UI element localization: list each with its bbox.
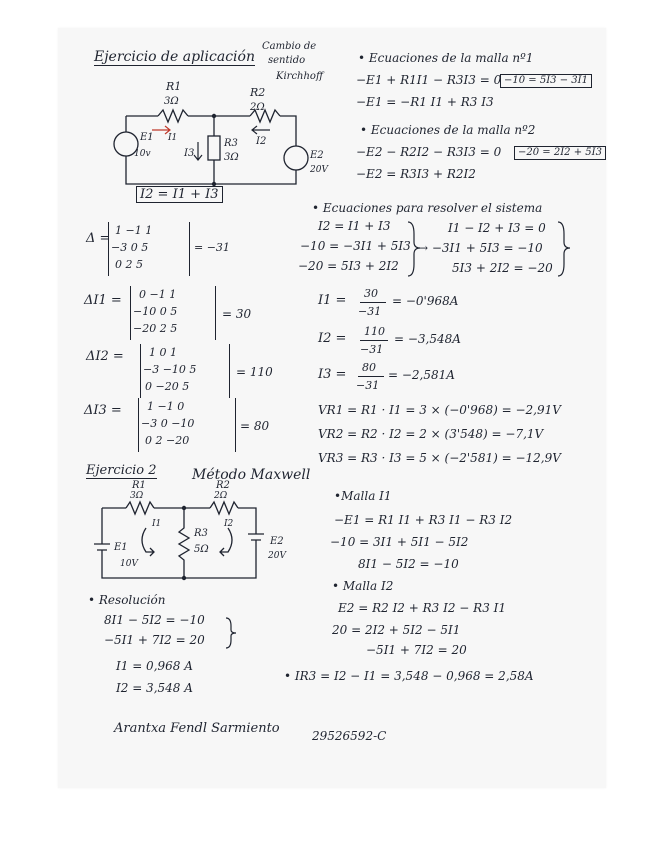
- malla2-heading: • Ecuaciones de la malla nº2: [360, 123, 536, 137]
- r1-label: R1: [166, 80, 182, 93]
- current-i1-label: I1 =: [318, 293, 347, 308]
- det-i3-row-2: −3 0 −10: [141, 417, 195, 430]
- sistema-right-3: 5I3 + 2I2 = −20: [452, 261, 553, 275]
- det-i3-row-1: 1 −1 0: [147, 400, 185, 413]
- ex2-r1-label: R1: [132, 480, 146, 491]
- resolucion-line-2: −5I1 + 7I2 = 20: [104, 633, 205, 647]
- r3-label: R3: [224, 138, 238, 149]
- ex2-i1-label: I1: [152, 519, 162, 529]
- resolucion-i1: I1 = 0,968 A: [116, 659, 193, 673]
- voltage-vr2: VR2 = R2 · I2 = 2 × (3'548) = −7,1V: [318, 427, 544, 441]
- ex2-r3-value: 5Ω: [194, 544, 209, 555]
- sistema-braces: [408, 218, 568, 280]
- ex2-r3-label: R3: [194, 528, 208, 539]
- sistema-right-2: → −3I1 + 5I3 = −10: [418, 241, 543, 255]
- current-i1-den: −31: [358, 305, 382, 318]
- ex2-e1-label: E1: [114, 542, 128, 553]
- i2-label: I2: [256, 136, 267, 147]
- det-i3-result: = 80: [240, 419, 270, 433]
- current-i1-result: = −0'968A: [392, 294, 459, 308]
- det-i2-result: = 110: [236, 365, 273, 379]
- det-i1-row-2: −10 0 5: [133, 305, 178, 318]
- mallaI2-line-2: 20 = 2I2 + 5I2 − 5I1: [332, 623, 461, 637]
- current-i3-num: 80: [362, 361, 376, 374]
- mallaI1-line-1: −E1 = R1 I1 + R3 I1 − R3 I2: [334, 513, 513, 527]
- det-i2-row-1: 1 0 1: [149, 346, 177, 359]
- resolucion-brace: [226, 616, 238, 650]
- e1-label: E1: [140, 132, 154, 143]
- det-i2-row-3: 0 −20 5: [145, 380, 190, 393]
- malla1-eq1: −E1 + R1I1 − R3I3 = 0: [356, 73, 502, 87]
- i1-label: I1: [168, 133, 178, 143]
- malla2-eq2: −E2 = R3I3 + R2I2: [356, 167, 476, 181]
- ex2-e2-value: 20V: [268, 551, 286, 561]
- resolucion-heading: • Resolución: [88, 593, 166, 607]
- det-delta-label: Δ =: [86, 231, 111, 246]
- e2-label: E2: [310, 150, 324, 161]
- det-delta-row-1: 1 −1 1: [115, 224, 153, 237]
- malla1-boxed: −10 = 5I3 − 3I1: [500, 74, 592, 88]
- current-i3-result: = −2,581A: [388, 368, 455, 382]
- ex2-i2-label: I2: [224, 519, 234, 529]
- r1-value: 3Ω: [164, 96, 179, 107]
- note-line-3: Kirchhoff: [276, 71, 324, 82]
- sistema-left-2: −10 = −3I1 + 5I3: [300, 239, 411, 253]
- sistema-right-1: I1 − I2 + I3 = 0: [448, 221, 546, 235]
- ex2-e1-value: 10V: [120, 559, 138, 569]
- voltage-vr1: VR1 = R1 · I1 = 3 × (−0'968) = −2,91V: [318, 403, 561, 417]
- exercise2-title: Ejercicio 2: [86, 463, 157, 478]
- det-i3-matrix: [138, 398, 236, 452]
- r2-value: 2Ω: [250, 102, 265, 113]
- det-i2-label: ΔI2 =: [86, 349, 124, 364]
- i3-label: I3: [184, 148, 195, 159]
- r3-value: 3Ω: [224, 152, 239, 163]
- note-line-2: sentido: [268, 55, 306, 66]
- exercise-title: Ejercicio de aplicación: [94, 49, 255, 65]
- det-i1-label: ΔI1 =: [84, 293, 122, 308]
- current-i3-label: I3 =: [318, 367, 347, 382]
- det-i1-row-1: 0 −1 1: [139, 288, 177, 301]
- det-delta-result: = −31: [194, 241, 230, 254]
- malla1-eq2: −E1 = −R1 I1 + R3 I3: [356, 95, 494, 109]
- ex2-e2-label: E2: [270, 536, 284, 547]
- current-i3-fraction-bar: [358, 376, 384, 377]
- sistema-left-3: −20 = 5I3 + 2I2: [298, 259, 399, 273]
- current-i3-den: −31: [356, 379, 380, 392]
- mallaI1-line-2: −10 = 3I1 + 5I1 − 5I2: [330, 535, 469, 549]
- mallaI2-line-3: −5I1 + 7I2 = 20: [366, 643, 467, 657]
- det-delta-row-2: −3 0 5: [111, 241, 149, 254]
- det-delta-row-3: 0 2 5: [115, 258, 143, 271]
- det-i3-label: ΔI3 =: [84, 403, 122, 418]
- e1-value: 10v: [134, 149, 151, 159]
- malla1-heading: • Ecuaciones de la malla nº1: [358, 51, 534, 65]
- resolucion-i2: I2 = 3,548 A: [116, 681, 193, 695]
- det-i1-result: = 30: [222, 307, 252, 321]
- sistema-heading: • Ecuaciones para resolver el sistema: [312, 201, 543, 215]
- mallaI1-line-3: 8I1 − 5I2 = −10: [358, 557, 459, 571]
- current-i2-result: = −3,548A: [394, 332, 461, 346]
- det-delta-matrix: [108, 222, 190, 276]
- det-i2-row-2: −3 −10 5: [143, 363, 197, 376]
- current-i1-fraction-bar: [360, 302, 386, 303]
- voltage-vr3: VR3 = R3 · I3 = 5 × (−2'581) = −12,9V: [318, 451, 561, 465]
- malla2-boxed: −20 = 2I2 + 5I3: [514, 146, 606, 160]
- mallaI2-heading: • Malla I2: [332, 579, 394, 593]
- sistema-left-1: I2 = I1 + I3: [318, 219, 391, 233]
- ir3-equation: • IR3 = I2 − I1 = 3,548 − 0,968 = 2,58A: [284, 669, 534, 683]
- mallaI2-line-1: E2 = R2 I2 + R3 I2 − R3 I1: [338, 601, 507, 615]
- current-i2-fraction-bar: [360, 340, 388, 341]
- ex2-r2-label: R2: [216, 480, 230, 491]
- current-i2-label: I2 =: [318, 331, 347, 346]
- node-equation: I2 = I1 + I3: [136, 186, 223, 203]
- det-i3-row-3: 0 2 −20: [145, 434, 190, 447]
- current-i1-num: 30: [364, 287, 378, 300]
- e2-value: 20V: [310, 165, 328, 175]
- mallaI1-heading: •Malla I1: [334, 489, 392, 503]
- current-i2-num: 110: [364, 325, 385, 338]
- current-i2-den: −31: [360, 343, 384, 356]
- r1-symbol: [158, 110, 188, 122]
- exercise2-method: Método Maxwell: [192, 467, 311, 483]
- ex2-r1-value: 3Ω: [130, 491, 144, 501]
- resolucion-line-1: 8I1 − 5I2 = −10: [104, 613, 205, 627]
- det-i2-matrix: [140, 344, 230, 398]
- det-i1-row-3: −20 2 5: [133, 322, 178, 335]
- malla2-eq1: −E2 − R2I2 − R3I3 = 0: [356, 145, 502, 159]
- note-line-1: Cambio de: [262, 41, 317, 52]
- ex2-r2-value: 2Ω: [214, 491, 228, 501]
- det-i1-matrix: [130, 286, 216, 340]
- student-id: 29526592-C: [312, 729, 387, 743]
- r2-label: R2: [250, 86, 266, 99]
- author-name: Arantxa Fendl Sarmiento: [114, 721, 280, 736]
- circuit-2-diagram: [90, 478, 300, 584]
